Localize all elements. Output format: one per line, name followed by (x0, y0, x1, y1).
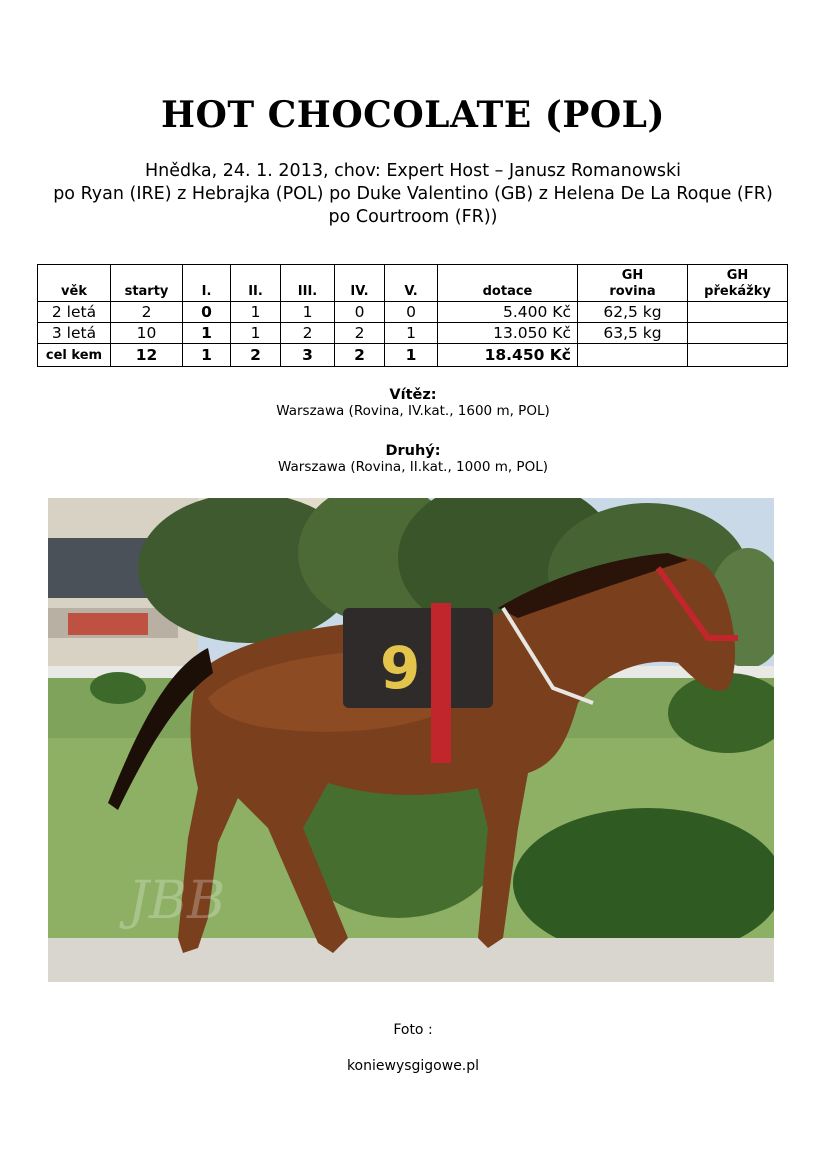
pedigree-block (0, 160, 826, 229)
cell-gh-flat: 63,5 kg (578, 323, 688, 344)
cell-gh-jumps (688, 323, 788, 344)
cell-starts: 2 (111, 302, 183, 323)
second-label: Druhý: (385, 443, 441, 459)
cell-fifth: 1 (385, 344, 438, 367)
cell-second: 1 (231, 302, 281, 323)
cell-third: 3 (281, 344, 335, 367)
table-row (38, 302, 788, 323)
cell-fifth: 0 (385, 302, 438, 323)
winner-label: Vítěz: (389, 387, 437, 403)
cell-gh-jumps (688, 302, 788, 323)
col-header-fourth: IV. (335, 265, 385, 302)
cell-starts: 12 (111, 344, 183, 367)
winner-block (0, 387, 826, 419)
table-total-row (38, 344, 788, 367)
cell-total-label: cel kem (38, 344, 111, 367)
second-block (0, 443, 826, 475)
pedigree-line-2: po Ryan (IRE) z Hebrajka (POL) po Duke Valentino (GB) z Helena De La Roque (FR) (53, 184, 773, 204)
cell-first: 1 (183, 344, 231, 367)
photo-credit-label: Foto : (393, 1022, 433, 1038)
col-header-third: III. (281, 265, 335, 302)
photo-watermark: JBB (128, 871, 226, 931)
cell-fourth: 2 (335, 344, 385, 367)
col-header-prize: dotace (438, 265, 578, 302)
col-header-first: I. (183, 265, 231, 302)
cell-fourth: 0 (335, 302, 385, 323)
cell-third: 1 (281, 302, 335, 323)
winner-race: Warszawa (Rovina, IV.kat., 1600 m, POL) (276, 403, 550, 419)
table-header-row (38, 265, 788, 302)
cell-second: 1 (231, 323, 281, 344)
cell-fourth: 2 (335, 323, 385, 344)
cell-starts: 10 (111, 323, 183, 344)
col-header-starts: starty (111, 265, 183, 302)
cell-first: 0 (183, 302, 231, 323)
cell-age: 2 letá (38, 302, 111, 323)
col-header-age: věk (38, 265, 111, 302)
pedigree-line-1: Hnědka, 24. 1. 2013, chov: Expert Host – Janusz Romanowski (144, 161, 682, 181)
cell-gh-jumps (688, 344, 788, 367)
saddle-number: 9 (380, 634, 421, 702)
horse-name-title: HOT CHOCOLATE (POL) (160, 94, 666, 136)
col-header-fifth: V. (385, 265, 438, 302)
pedigree-line-3: po Courtroom (FR)) (328, 207, 498, 227)
horse-photo-illustration (48, 498, 774, 982)
cell-second: 2 (231, 344, 281, 367)
horse-photo (48, 498, 774, 982)
col-header-gh-jumps (688, 265, 788, 302)
second-race: Warszawa (Rovina, II.kat., 1000 m, POL) (278, 459, 548, 475)
cell-prize: 13.050 Kč (438, 323, 578, 344)
cell-gh-flat (578, 344, 688, 367)
cell-third: 2 (281, 323, 335, 344)
table-row (38, 323, 788, 344)
cell-gh-flat: 62,5 kg (578, 302, 688, 323)
race-stats-table (37, 264, 788, 367)
cell-prize: 18.450 Kč (438, 344, 578, 367)
gh-jumps-bottom: překážky (704, 284, 771, 299)
col-header-second: II. (231, 265, 281, 302)
cell-prize: 5.400 Kč (438, 302, 578, 323)
col-header-gh-flat (578, 265, 688, 302)
photo-source: koniewysgigowe.pl (346, 1058, 480, 1074)
cell-fifth: 1 (385, 323, 438, 344)
cell-age: 3 letá (38, 323, 111, 344)
gh-flat-bottom: rovina (609, 284, 656, 299)
cell-first: 1 (183, 323, 231, 344)
gh-jumps-top: GH (726, 268, 749, 283)
gh-flat-top: GH (621, 268, 644, 283)
